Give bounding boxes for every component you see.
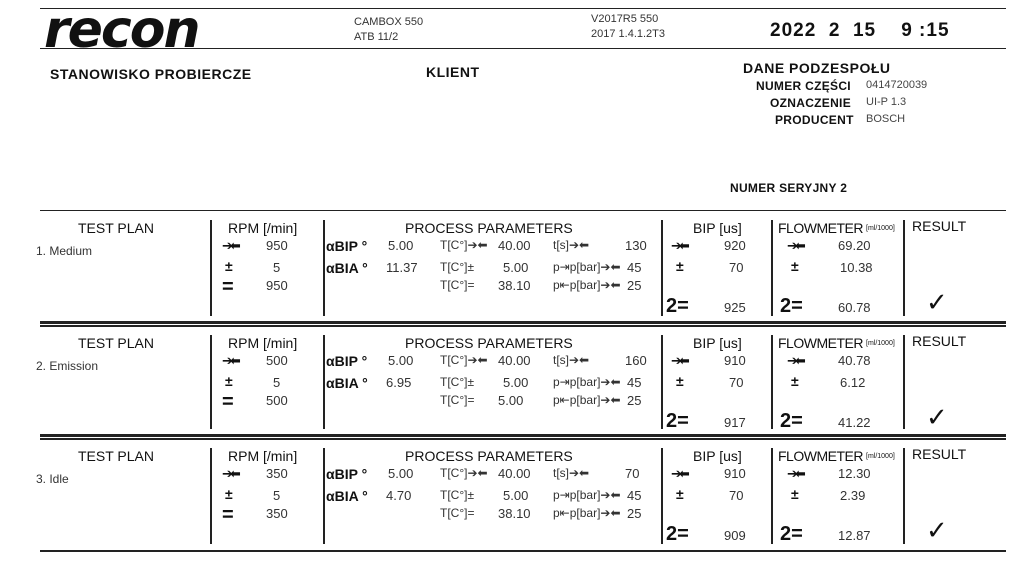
column-divider-1 — [323, 220, 325, 316]
flow-nominal: 12.30 — [838, 466, 871, 481]
bip-average-symbol: 2= — [666, 410, 689, 432]
result-header: RESULT — [912, 446, 967, 462]
process-header: PROCESS PARAMETERS — [405, 335, 573, 351]
producer-value: BOSCH — [866, 113, 906, 125]
atb-label: ATB 11/2 — [354, 31, 399, 43]
bip-tolerance-symbol: ± — [676, 373, 684, 389]
temp-tolerance-label: T[C°]± — [440, 488, 475, 502]
temp-measured-label: T[C°]= — [440, 506, 475, 520]
time-value: 130 — [625, 238, 647, 253]
test-plan-header: TEST PLAN — [78, 448, 154, 464]
rpm-nominal: 950 — [266, 238, 288, 253]
result-check-icon: ✓ — [926, 402, 948, 432]
pressure-out-label: p⇤p[bar]➔⬅ — [553, 278, 621, 292]
test-name: 2. Emission — [36, 359, 99, 373]
temp-nominal-label: T[C°]➔⬅ — [440, 238, 488, 252]
time-value: 160 — [625, 353, 647, 368]
temp-tolerance: 5.00 — [503, 375, 529, 390]
temp-nominal: 40.00 — [498, 353, 531, 368]
column-divider-4 — [903, 448, 905, 544]
flow-tolerance-symbol: ± — [791, 258, 799, 274]
result-check-icon: ✓ — [926, 515, 948, 545]
rpm-nominal: 500 — [266, 353, 288, 368]
pressure-out: 25 — [627, 278, 642, 293]
alpha-bia-label: αBIA ° — [326, 488, 368, 504]
header-bottom-rule — [40, 48, 1006, 49]
temp-measured-label: T[C°]= — [440, 278, 475, 292]
nominal-arrows-icon: ➔⬅ — [222, 466, 238, 481]
section-top-rule-2 — [40, 325, 1006, 327]
column-divider-4 — [903, 335, 905, 429]
flow-tolerance-symbol: ± — [791, 486, 799, 502]
test-name: 1. Medium — [36, 244, 93, 258]
bip-average-symbol: 2= — [666, 523, 689, 545]
bip-nominal-arrows-icon: ➔⬅ — [671, 238, 687, 253]
station-title: STANOWISKO PROBIERCZE — [50, 66, 252, 82]
column-divider-2 — [661, 335, 663, 429]
pressure-out-label: p⇤p[bar]➔⬅ — [553, 506, 621, 520]
temp-tolerance-label: T[C°]± — [440, 375, 475, 389]
flowmeter-unit: [ml/1000] — [866, 453, 895, 460]
alpha-bip-value: 5.00 — [388, 353, 414, 368]
flow-measured: 12.87 — [838, 528, 871, 543]
producer-label: PRODUCENT — [775, 113, 854, 127]
column-divider-4 — [903, 220, 905, 316]
component-title: DANE PODZESPOŁU — [743, 60, 891, 76]
time-label: t[s]➔⬅ — [553, 466, 590, 480]
pressure-in: 45 — [627, 375, 642, 390]
column-divider-2 — [661, 220, 663, 316]
alpha-bip-label: αBIP ° — [326, 466, 368, 482]
bip-tolerance-symbol: ± — [676, 258, 684, 274]
column-divider-2 — [661, 448, 663, 544]
rpm-header: RPM [/min] — [228, 448, 298, 464]
temp-nominal-label: T[C°]➔⬅ — [440, 466, 488, 480]
pressure-out-label: p⇤p[bar]➔⬅ — [553, 393, 621, 407]
flow-average-symbol: 2= — [780, 410, 803, 432]
alpha-bia-label: αBIA ° — [326, 260, 368, 276]
software-build: 2017 1.4.1.2T3 — [591, 28, 666, 40]
column-divider-3 — [771, 448, 773, 544]
column-divider-3 — [771, 335, 773, 429]
rpm-tolerance-symbol: ± — [225, 258, 233, 274]
column-divider-1 — [323, 448, 325, 544]
rpm-measured: 500 — [266, 393, 288, 408]
column-divider-3 — [771, 220, 773, 316]
designation-label: OZNACZENIE — [770, 96, 851, 110]
bip-nominal: 920 — [724, 238, 746, 253]
section-bottom-rule — [40, 550, 1006, 552]
nominal-arrows-icon: ➔⬅ — [222, 353, 238, 368]
flowmeter-unit: [ml/1000] — [866, 340, 895, 347]
rpm-measured: 950 — [266, 278, 288, 293]
temp-measured: 5.00 — [498, 393, 524, 408]
rpm-measured-symbol: = — [222, 504, 234, 526]
pressure-in-label: p⇥p[bar]➔⬅ — [553, 488, 621, 502]
rpm-header: RPM [/min] — [228, 335, 298, 351]
rpm-tolerance: 5 — [273, 488, 281, 503]
alpha-bip-label: αBIP ° — [326, 353, 368, 369]
rpm-measured-symbol: = — [222, 391, 234, 413]
bip-header: BIP [us] — [693, 220, 742, 236]
rpm-tolerance: 5 — [273, 260, 281, 275]
flowmeter-header: FLOWMETER — [778, 335, 863, 351]
test-plan-header: TEST PLAN — [78, 220, 154, 236]
section-top-rule — [40, 321, 1006, 323]
flow-tolerance-symbol: ± — [791, 373, 799, 389]
pressure-out: 25 — [627, 506, 642, 521]
rpm-tolerance-symbol: ± — [225, 373, 233, 389]
alpha-bia-value: 6.95 — [386, 375, 412, 390]
temp-nominal-label: T[C°]➔⬅ — [440, 353, 488, 367]
rpm-header: RPM [/min] — [228, 220, 298, 236]
client-title: KLIENT — [426, 64, 480, 80]
alpha-bip-value: 5.00 — [388, 466, 414, 481]
flowmeter-header: FLOWMETER — [778, 448, 863, 464]
pressure-out: 25 — [627, 393, 642, 408]
rpm-measured-symbol: = — [222, 276, 234, 298]
rpm-measured: 350 — [266, 506, 288, 521]
temp-measured-label: T[C°]= — [440, 393, 475, 407]
result-header: RESULT — [912, 333, 967, 349]
flow-tolerance: 10.38 — [840, 260, 873, 275]
rpm-tolerance-symbol: ± — [225, 486, 233, 502]
temp-nominal: 40.00 — [498, 466, 531, 481]
column-divider-0 — [210, 335, 212, 429]
alpha-bia-label: αBIA ° — [326, 375, 368, 391]
temp-tolerance: 5.00 — [503, 260, 529, 275]
column-divider-1 — [323, 335, 325, 429]
flow-average-symbol: 2= — [780, 295, 803, 317]
result-check-icon: ✓ — [926, 287, 948, 317]
rpm-tolerance: 5 — [273, 375, 281, 390]
pressure-in-label: p⇥p[bar]➔⬅ — [553, 375, 621, 389]
flow-tolerance: 2.39 — [840, 488, 866, 503]
temp-nominal: 40.00 — [498, 238, 531, 253]
test-name: 3. Idle — [36, 472, 69, 486]
nominal-arrows-icon: ➔⬅ — [222, 238, 238, 253]
flow-nominal: 69.20 — [838, 238, 871, 253]
test-datetime: 2022 2 15 9 :15 — [770, 20, 950, 41]
bip-tolerance: 70 — [729, 260, 744, 275]
software-version: V2017R5 550 — [591, 13, 659, 25]
result-header: RESULT — [912, 218, 967, 234]
column-divider-0 — [210, 220, 212, 316]
flow-measured: 60.78 — [838, 300, 871, 315]
bip-measured: 909 — [724, 528, 746, 543]
time-label: t[s]➔⬅ — [553, 353, 590, 367]
flow-measured: 41.22 — [838, 415, 871, 430]
alpha-bip-label: αBIP ° — [326, 238, 368, 254]
pressure-in-label: p⇥p[bar]➔⬅ — [553, 260, 621, 274]
bip-header: BIP [us] — [693, 448, 742, 464]
flow-average-symbol: 2= — [780, 523, 803, 545]
bip-measured: 925 — [724, 300, 746, 315]
time-label: t[s]➔⬅ — [553, 238, 590, 252]
pressure-in: 45 — [627, 488, 642, 503]
part-number-label: NUMER CZĘŚCI — [756, 79, 851, 93]
temp-measured: 38.10 — [498, 278, 531, 293]
bip-tolerance: 70 — [729, 488, 744, 503]
test-plan-header: TEST PLAN — [78, 335, 154, 351]
bip-nominal-arrows-icon: ➔⬅ — [671, 353, 687, 368]
process-header: PROCESS PARAMETERS — [405, 448, 573, 464]
flowmeter-header: FLOWMETER — [778, 220, 863, 236]
section-top-rule — [40, 210, 1006, 211]
alpha-bip-value: 5.00 — [388, 238, 414, 253]
bip-measured: 917 — [724, 415, 746, 430]
bip-average-symbol: 2= — [666, 295, 689, 317]
header-top-rule — [40, 8, 1006, 9]
bip-tolerance-symbol: ± — [676, 486, 684, 502]
designation-value: UI-P 1.3 — [866, 96, 907, 108]
bip-nominal: 910 — [724, 466, 746, 481]
device-name: CAMBOX 550 — [354, 16, 424, 28]
temp-tolerance: 5.00 — [503, 488, 529, 503]
serial-number-label: NUMER SERYJNY 2 — [730, 181, 848, 195]
flow-nominal-arrows-icon: ➔⬅ — [787, 353, 803, 368]
flow-nominal-arrows-icon: ➔⬅ — [787, 238, 803, 253]
rpm-nominal: 350 — [266, 466, 288, 481]
flow-nominal: 40.78 — [838, 353, 871, 368]
flow-nominal-arrows-icon: ➔⬅ — [787, 466, 803, 481]
temp-measured: 38.10 — [498, 506, 531, 521]
recon-logo: recon — [44, 0, 199, 60]
pressure-in: 45 — [627, 260, 642, 275]
bip-nominal: 910 — [724, 353, 746, 368]
flow-tolerance: 6.12 — [840, 375, 866, 390]
bip-tolerance: 70 — [729, 375, 744, 390]
section-top-rule-2 — [40, 438, 1006, 440]
temp-tolerance-label: T[C°]± — [440, 260, 475, 274]
bip-nominal-arrows-icon: ➔⬅ — [671, 466, 687, 481]
alpha-bia-value: 11.37 — [386, 260, 418, 275]
bip-header: BIP [us] — [693, 335, 742, 351]
part-number-value: 0414720039 — [866, 79, 928, 91]
flowmeter-unit: [ml/1000] — [866, 225, 895, 232]
column-divider-0 — [210, 448, 212, 544]
process-header: PROCESS PARAMETERS — [405, 220, 573, 236]
section-top-rule — [40, 434, 1006, 436]
time-value: 70 — [625, 466, 640, 481]
alpha-bia-value: 4.70 — [386, 488, 412, 503]
